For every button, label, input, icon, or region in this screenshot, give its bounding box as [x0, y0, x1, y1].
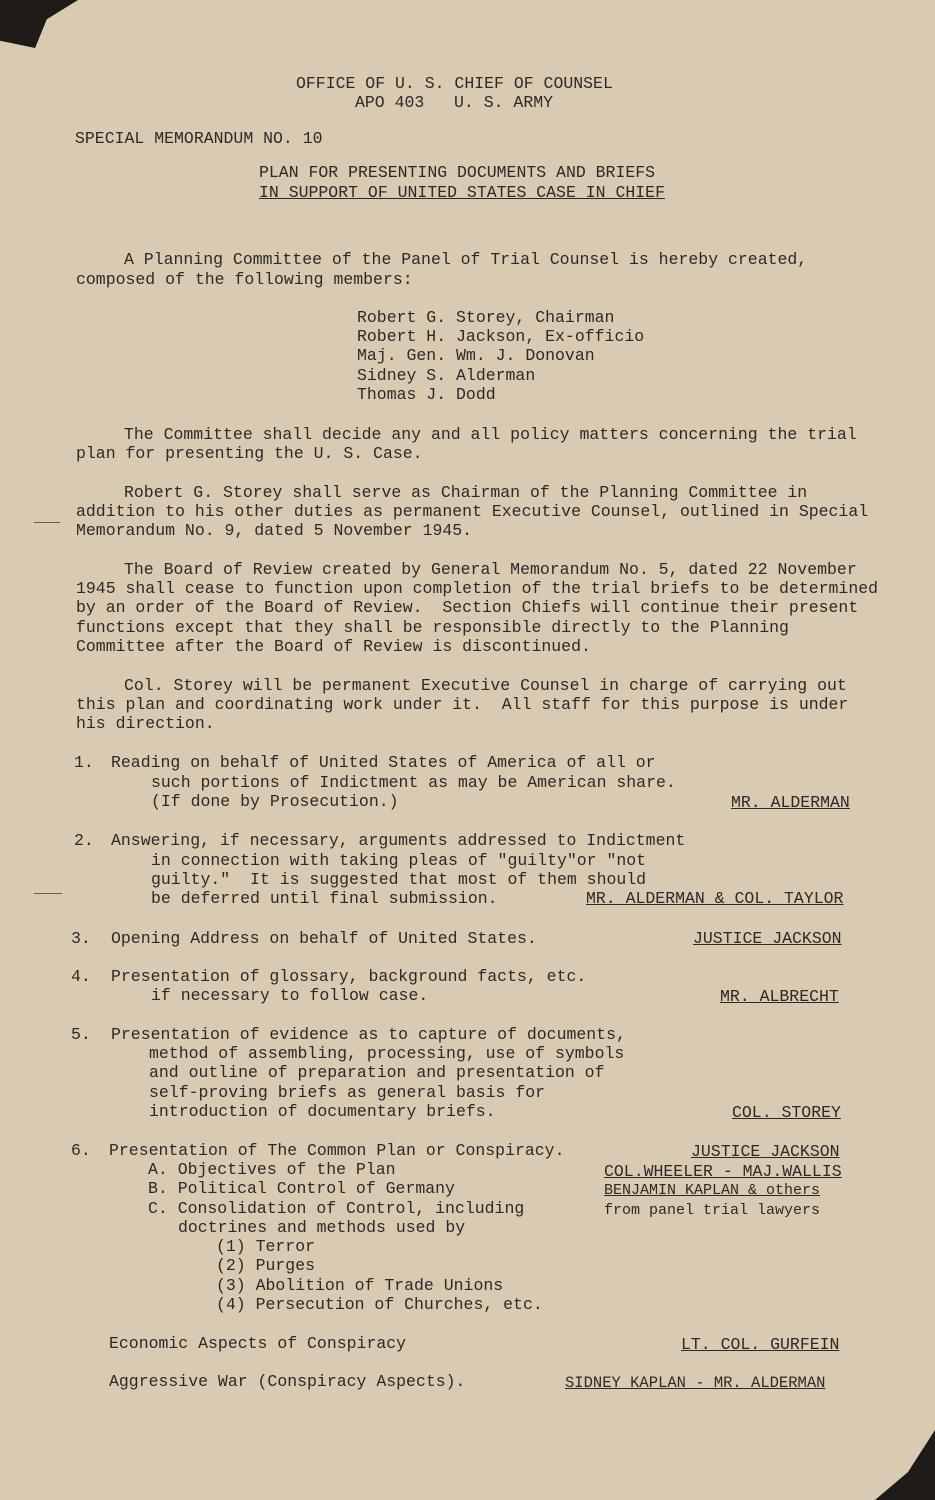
torn-corner-bottom-right — [875, 1430, 935, 1500]
item-6-sub-4: (4) Persecution of Churches, etc. — [216, 1295, 543, 1314]
item-4-assignee: MR. ALBRECHT — [720, 987, 839, 1006]
col-line-3: his direction. — [76, 714, 215, 733]
item-1-assignee: MR. ALDERMAN — [731, 793, 850, 812]
board-line-2: 1945 shall cease to function upon completion of the trial briefs to be determined — [76, 579, 879, 598]
item-2-line-4: be deferred until final submission. — [151, 889, 498, 908]
storey-line-3: Memorandum No. 9, dated 5 November 1945. — [76, 521, 473, 540]
item-5-line-1: Presentation of evidence as to capture of documents, — [111, 1025, 626, 1044]
memo-number: SPECIAL MEMORANDUM NO. 10 — [75, 129, 323, 148]
storey-line-2: addition to his other duties as permanent Executive Counsel, outlined in Special — [76, 502, 869, 521]
aggressive-war-label: Aggressive War (Conspiracy Aspects). — [109, 1372, 466, 1391]
item-5-line-2: method of assembling, processing, use of symbols — [149, 1044, 625, 1063]
item-6-line-1: Presentation of The Common Plan or Conspiracy. — [109, 1141, 565, 1160]
item-5-number: 5. — [71, 1025, 91, 1044]
item-6-assignee-1: JUSTICE JACKSON — [691, 1142, 840, 1161]
item-2-line-1: Answering, if necessary, arguments addressed to Indictment — [111, 831, 686, 850]
item-5-line-5: introduction of documentary briefs. — [149, 1102, 496, 1121]
margin-punch-mark — [34, 522, 60, 523]
torn-corner-top-left — [0, 0, 78, 48]
member-2: Robert H. Jackson, Ex-officio — [357, 327, 645, 346]
committee-line-2: plan for presenting the U. S. Case. — [76, 444, 423, 463]
item-3-assignee: JUSTICE JACKSON — [693, 929, 842, 948]
apo-heading: APO 403 U. S. ARMY — [355, 93, 554, 112]
item-1-line-1: Reading on behalf of United States of America of all or — [111, 753, 656, 772]
item-6-sub-a: A. Objectives of the Plan — [148, 1160, 396, 1179]
item-6-number: 6. — [71, 1141, 91, 1160]
board-line-3: by an order of the Board of Review. Section Chiefs will continue their present — [76, 598, 859, 617]
storey-line-1: Robert G. Storey shall serve as Chairman of the Planning Committee in — [124, 483, 808, 502]
item-2-assignee: MR. ALDERMAN & COL. TAYLOR — [586, 889, 844, 908]
item-4-line-2: if necessary to follow case. — [151, 986, 429, 1005]
item-6-sub-2: (2) Purges — [216, 1256, 316, 1275]
item-5-line-3: and outline of preparation and presentation of — [149, 1063, 605, 1082]
title-line-1: PLAN FOR PRESENTING DOCUMENTS AND BRIEFS — [259, 163, 656, 182]
item-3-line-1: Opening Address on behalf of United States. — [111, 929, 537, 948]
item-3-number: 3. — [71, 929, 91, 948]
item-2-line-3: guilty." It is suggested that most of them should — [151, 870, 647, 889]
title-line-2: IN SUPPORT OF UNITED STATES CASE IN CHIEF — [259, 183, 665, 202]
committee-line-1: The Committee shall decide any and all policy matters concerning the trial — [124, 425, 857, 444]
board-line-5: Committee after the Board of Review is discontinued. — [76, 637, 591, 656]
col-line-1: Col. Storey will be permanent Executive Counsel in charge of carrying out — [124, 676, 847, 695]
member-5: Thomas J. Dodd — [357, 385, 496, 404]
board-line-1: The Board of Review created by General Memorandum No. 5, dated 22 November — [124, 560, 857, 579]
item-6-assignee-3: BENJAMIN KAPLAN & others — [604, 1182, 821, 1199]
item-2-line-2: in connection with taking pleas of "guilty"or "not — [151, 851, 647, 870]
item-6-assignee-4: from panel trial lawyers — [604, 1202, 821, 1219]
office-heading: OFFICE OF U. S. CHIEF OF COUNSEL — [296, 74, 613, 93]
item-2-number: 2. — [74, 831, 94, 850]
member-3: Maj. Gen. Wm. J. Donovan — [357, 346, 595, 365]
margin-punch-mark-2 — [34, 893, 62, 894]
item-6-sub-b: B. Political Control of Germany — [148, 1179, 455, 1198]
member-4: Sidney S. Alderman — [357, 366, 536, 385]
item-6-sub-c-cont: doctrines and methods used by — [178, 1218, 466, 1237]
item-4-number: 4. — [71, 967, 91, 986]
economic-label: Economic Aspects of Conspiracy — [109, 1334, 407, 1353]
item-4-line-1: Presentation of glossary, background facts, etc. — [111, 967, 587, 986]
member-1: Robert G. Storey, Chairman — [357, 308, 615, 327]
intro-line-2: composed of the following members: — [76, 270, 413, 289]
item-6-sub-1: (1) Terror — [216, 1237, 316, 1256]
item-5-assignee: COL. STOREY — [732, 1103, 841, 1122]
board-line-4: functions except that they shall be responsible directly to the Planning — [76, 618, 789, 637]
item-1-line-2: such portions of Indictment as may be American share. — [151, 773, 676, 792]
item-6-sub-c: C. Consolidation of Control, including — [148, 1199, 525, 1218]
item-6-assignee-2: COL.WHEELER - MAJ.WALLIS — [604, 1162, 842, 1181]
item-5-line-4: self-proving briefs as general basis for — [149, 1083, 546, 1102]
item-1-line-3: (If done by Prosecution.) — [151, 792, 399, 811]
intro-line-1: A Planning Committee of the Panel of Trial Counsel is hereby created, — [124, 250, 808, 269]
item-6-sub-3: (3) Abolition of Trade Unions — [216, 1276, 504, 1295]
col-line-2: this plan and coordinating work under it. All staff for this purpose is under — [76, 695, 849, 714]
item-1-number: 1. — [74, 753, 94, 772]
economic-assignee: LT. COL. GURFEIN — [681, 1335, 840, 1354]
aggressive-war-assignee: SIDNEY KAPLAN - MR. ALDERMAN — [565, 1374, 826, 1392]
